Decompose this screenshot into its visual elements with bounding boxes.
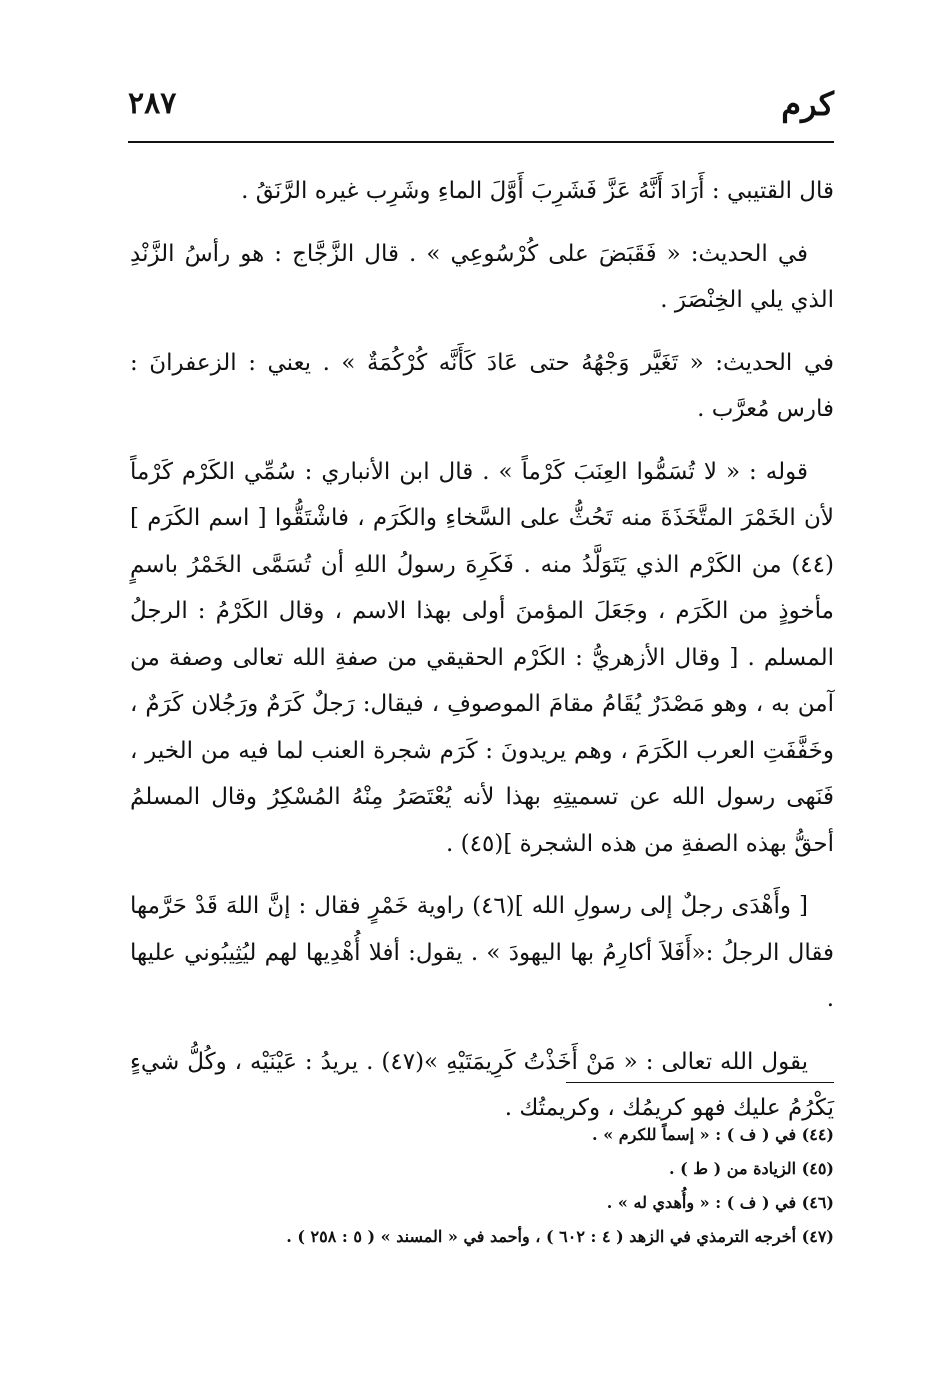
paragraph-karm: قوله : « لا تُسَمُّوا العِنَبَ كَرْماً » . قال ابن الأنباري : سُمِّي الكَرْم كَرْماً لأن الخَمْرَ المتَّخَذَةَ منه تَحُثُّ على السَّخاءِ والكَرَم ، فاشْتَقُّوا [ اسم الكَرَم ](٤٤) من الكَرْم الذي يَتَوَلَّدُ منه . فَكَرِهَ رسولُ اللهِ أن تُسَمَّى الخَمْرُ باسمٍ مأخوذٍ من الكَرَم ، وجَعَلَ المؤمنَ أولى بهذا الاسم ، وقال الكَرْمُ : الرجلُ المسلم . [ وقال الأزهريُّ : الكَرْم الحقيقي من صفةِ الله تعالى وصفة من آمن به ، وهو مَصْدَرٌ يُقَامُ مقامَ الموصوفِ ، فيقال: رَجلٌ كَرَمٌ ورَجُلان كَرَمٌ ، وخَفَّفَتِ العرب الكَرَمَ ، وهم يريدونَ : كَرَم شجرة العنب لما فيه من الخير ، فَنَهى رسول الله عن تسميتِهِ بهذا لأنه يُعْتَصَرُ مِنْهُ المُسْكِرُ وقال المسلمُ أحقُّ بهذه الصفةِ من هذه الشجرة ](٤٥) .: [130, 458, 834, 857]
paragraph-qutaybi: قال القتيبي : أَرَادَ أَنَّهُ عَزَّ فَشَرِبَ أَوَّلَ الماءِ وشَرِب غيره الرَّنَقُ .: [241, 178, 834, 204]
footnote-45: (٤٥) الزيادة من ( ط ) .: [669, 1159, 834, 1178]
footnote-rule: [566, 1082, 834, 1083]
paragraph-kursui: في الحديث: « فَقَبَضَ على كُرْسُوعِي » . قال الزَّجَّاج : هو رأسُ الزَّنْدِ الذي يلي الخِنْصَرَ .: [130, 240, 834, 313]
footnote-46: (٤٦) في ( ف ) : « وأُهدي له » .: [606, 1193, 834, 1212]
footnotes-list: [130, 1118, 834, 1254]
paragraph-kurkuma: في الحديث: « تَغَيَّر وَجْهُهُ حتى عَادَ كَأَنَّه كُرْكُمَةٌ » . يعني : الزعفرانَ : فارس مُعرَّب .: [130, 349, 834, 422]
paragraph-karimatayhi: يقول الله تعالى : « مَنْ أَخَذْتُ كَرِيمَتَيْهِ »(٤٧) . يريدُ : عَيْنَيْه ، وكُلُّ شيءٍ يَكْرُمُ عليك فهو كريمُك ، وكريمتُك .: [130, 1048, 834, 1121]
header-rule: [128, 141, 834, 143]
footnote-47: (٤٧) أخرجه الترمذي في الزهد ( ٤ : ٦٠٢ ) ، وأحمد في « المسند » ( ٥ : ٢٥٨ ) .: [286, 1227, 834, 1246]
page-number: ٢٨٧: [128, 86, 177, 121]
main-text: [130, 168, 834, 1132]
page-header: [128, 82, 834, 126]
paragraph-rawiya: [ وأَهْدَى رجلٌ إلى رسولِ الله ](٤٦) راوية خَمْرٍ فقال : إنَّ اللهَ قَدْ حَرَّمها فقال الرجلُ :«أَفَلاَ أكارِمُ بها اليهودَ » . يقول: أفلا أُهْدِيها لهم ليُثِيبُوني عليها .: [130, 893, 834, 1012]
footnote-44: (٤٤) في ( ف ) : « إسماً للكرم » .: [592, 1125, 834, 1144]
running-head-word: كرم: [781, 85, 834, 123]
